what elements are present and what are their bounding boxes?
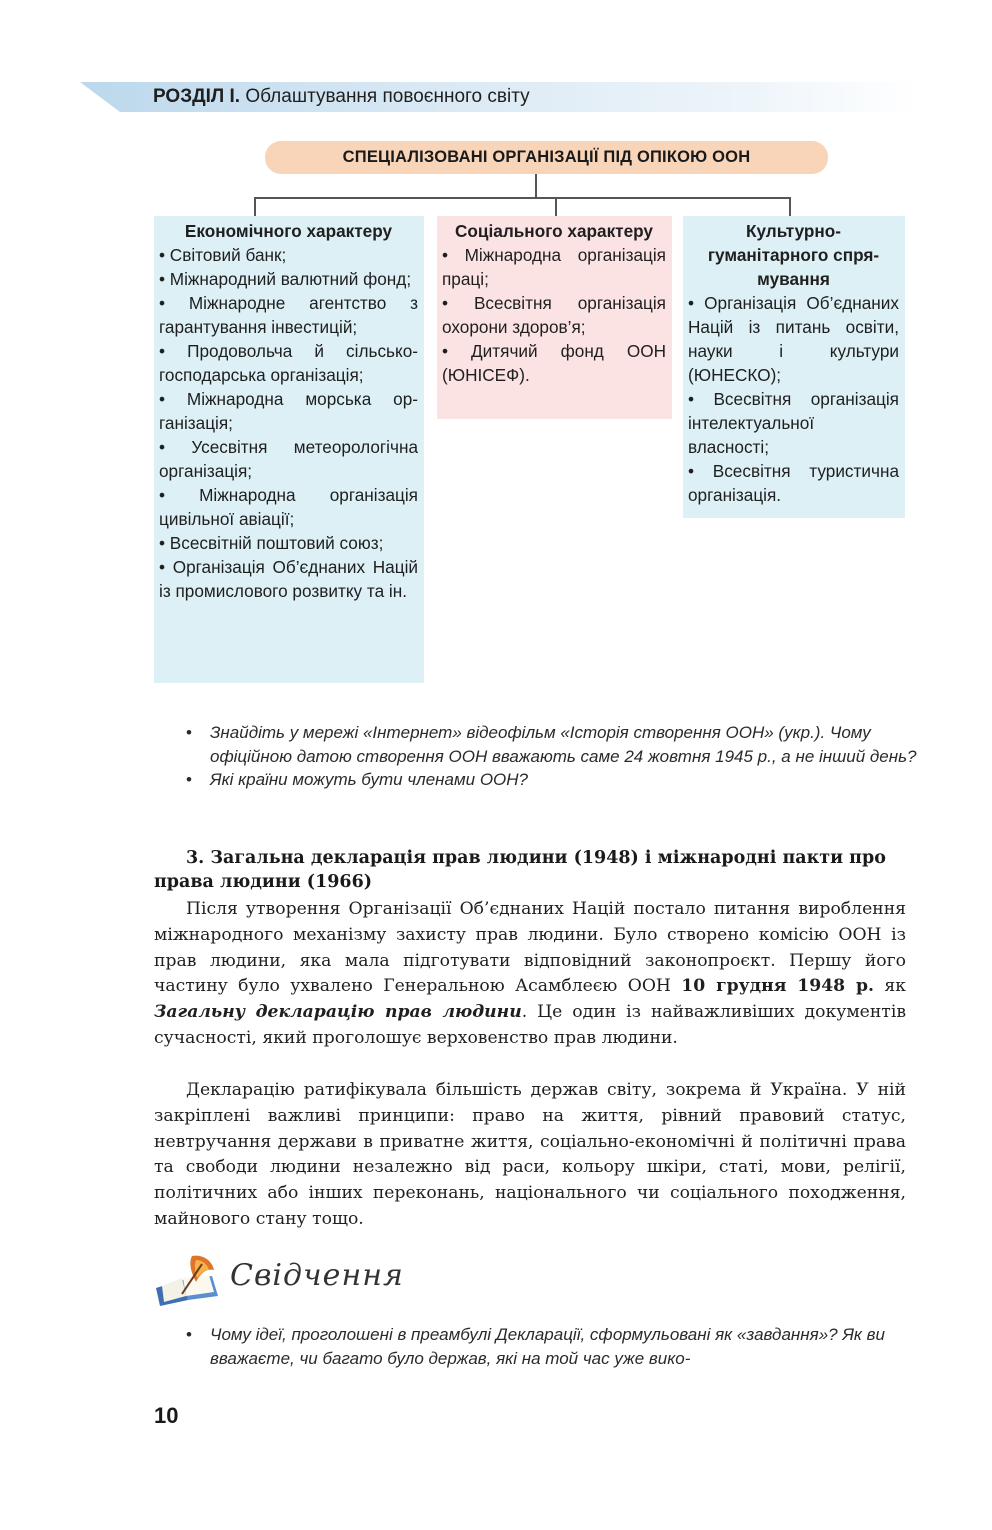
cultural-heading: Культурно-гуманітарного спрямування	[707, 221, 880, 289]
declaration-title: Загальну декларацію прав людини	[154, 1002, 522, 1023]
section-3-heading: 3. Загальна декларація прав людини (1948) і міжнародні пакти про права людини (1966)	[154, 848, 886, 892]
social-heading: Соціального характеру	[455, 221, 653, 241]
list-item: • Усесвітня метеорологічна організація;	[159, 435, 418, 483]
diagram-title: СПЕЦІАЛІЗОВАНІ ОРГАНІЗАЦІЇ ПІД ОПІКОЮ ООН	[265, 141, 828, 174]
question-item: • Які країни можуть бути членами ООН?	[186, 768, 926, 792]
paragraph-text: Після утворення Організації Об’єднаних Націй постало питання вироблення міжнародного механізму захисту прав людини. Було створено комісію ООН із прав людини, яка мала підготувати відповідний законопроєкт. Першу його частину було ухвалено Генеральною Асамблеєю ООН	[154, 899, 906, 997]
list-item: • Організація Об’єднаних Націй із питань освіти, науки і культури (ЮНЕСКО);	[688, 291, 899, 387]
connector-right	[789, 197, 791, 216]
list-item: • Всесвітня туристична організація.	[688, 459, 899, 507]
book-quill-icon	[152, 1250, 224, 1308]
connector-vertical-top	[535, 174, 537, 198]
list-item: • Міжнародне агентство з гарантування інвестицій;	[159, 291, 418, 339]
list-item: • Міжнародна морська організація;	[159, 387, 418, 435]
connector-middle	[555, 197, 557, 216]
connector-horizontal	[254, 197, 790, 199]
cultural-organizations-box	[683, 216, 905, 518]
list-item: • Всесвітня організація інтелектуальної власності;	[688, 387, 899, 459]
connector-left	[254, 197, 256, 216]
paragraph-text: як	[874, 976, 906, 997]
list-item: • Міжнародна організація цивільної авіації;	[159, 483, 418, 531]
question-item: • Знайдіть у мережі «Інтернет» відеофільм «Історія створення ООН» (укр.). Чому офіційною датою створення ООН вважають саме 24 жовтня 1945 р., а не інший день?	[186, 721, 926, 768]
paragraph-text: . Це один із найважливіших документів сучасності, який проголошує верховенство прав людини.	[154, 1002, 906, 1048]
social-list	[442, 243, 666, 387]
economic-organizations-box	[154, 216, 424, 683]
cultural-list	[688, 291, 899, 507]
page-number: 10	[154, 1403, 179, 1428]
section-title: Облаштування повоєнного світу	[245, 86, 530, 107]
economic-list	[159, 243, 418, 603]
witness-questions	[186, 1323, 926, 1370]
section-3-paragraph-2	[154, 1078, 906, 1233]
social-organizations-box	[437, 216, 672, 419]
section-label: РОЗДІЛ І.	[153, 86, 241, 107]
economic-heading: Економічного характеру	[184, 221, 393, 241]
list-item: • Продовольча й сільськогосподарська організація;	[159, 339, 418, 387]
paragraph-text: Декларацію ратифікувала більшість держав світу, зокрема й Україна. У ній закріплені важливі принципи: право на життя, рівний правовий статус, невтручання держави в приватне життя, соціально-економічні й політичні права та свободи людини незалежно від раси, кольору шкіри, статі, мови, релігії, політичних або інших переконань, національного чи соціального походження, майнового стану тощо.	[154, 1080, 906, 1229]
section-3-paragraph-1	[154, 897, 906, 1052]
list-item: • Всесвітня організація охорони здоров’я;	[442, 291, 666, 339]
list-item: • Світовий банк;	[159, 243, 418, 267]
declaration-date: 10 грудня 1948 р.	[681, 976, 875, 997]
questions-list	[186, 721, 926, 792]
list-item: • Міжнародний валютний фонд;	[159, 267, 418, 291]
section-header	[153, 86, 530, 108]
list-item: • Всесвітній поштовий союз;	[159, 531, 418, 555]
list-item: • Міжнародна організація праці;	[442, 243, 666, 291]
list-item: • Організація Об’єднаних Націй із промислового розвитку та ін.	[159, 555, 418, 603]
witness-label: Свідчення	[230, 1258, 404, 1293]
question-item: • Чому ідеї, проголошені в преамбулі Декларації, сформульовані як «завдання»? Як ви вважаєте, чи багато було держав, які на той час уже вико-	[186, 1323, 926, 1370]
list-item: • Дитячий фонд ООН (ЮНІСЕФ).	[442, 339, 666, 387]
